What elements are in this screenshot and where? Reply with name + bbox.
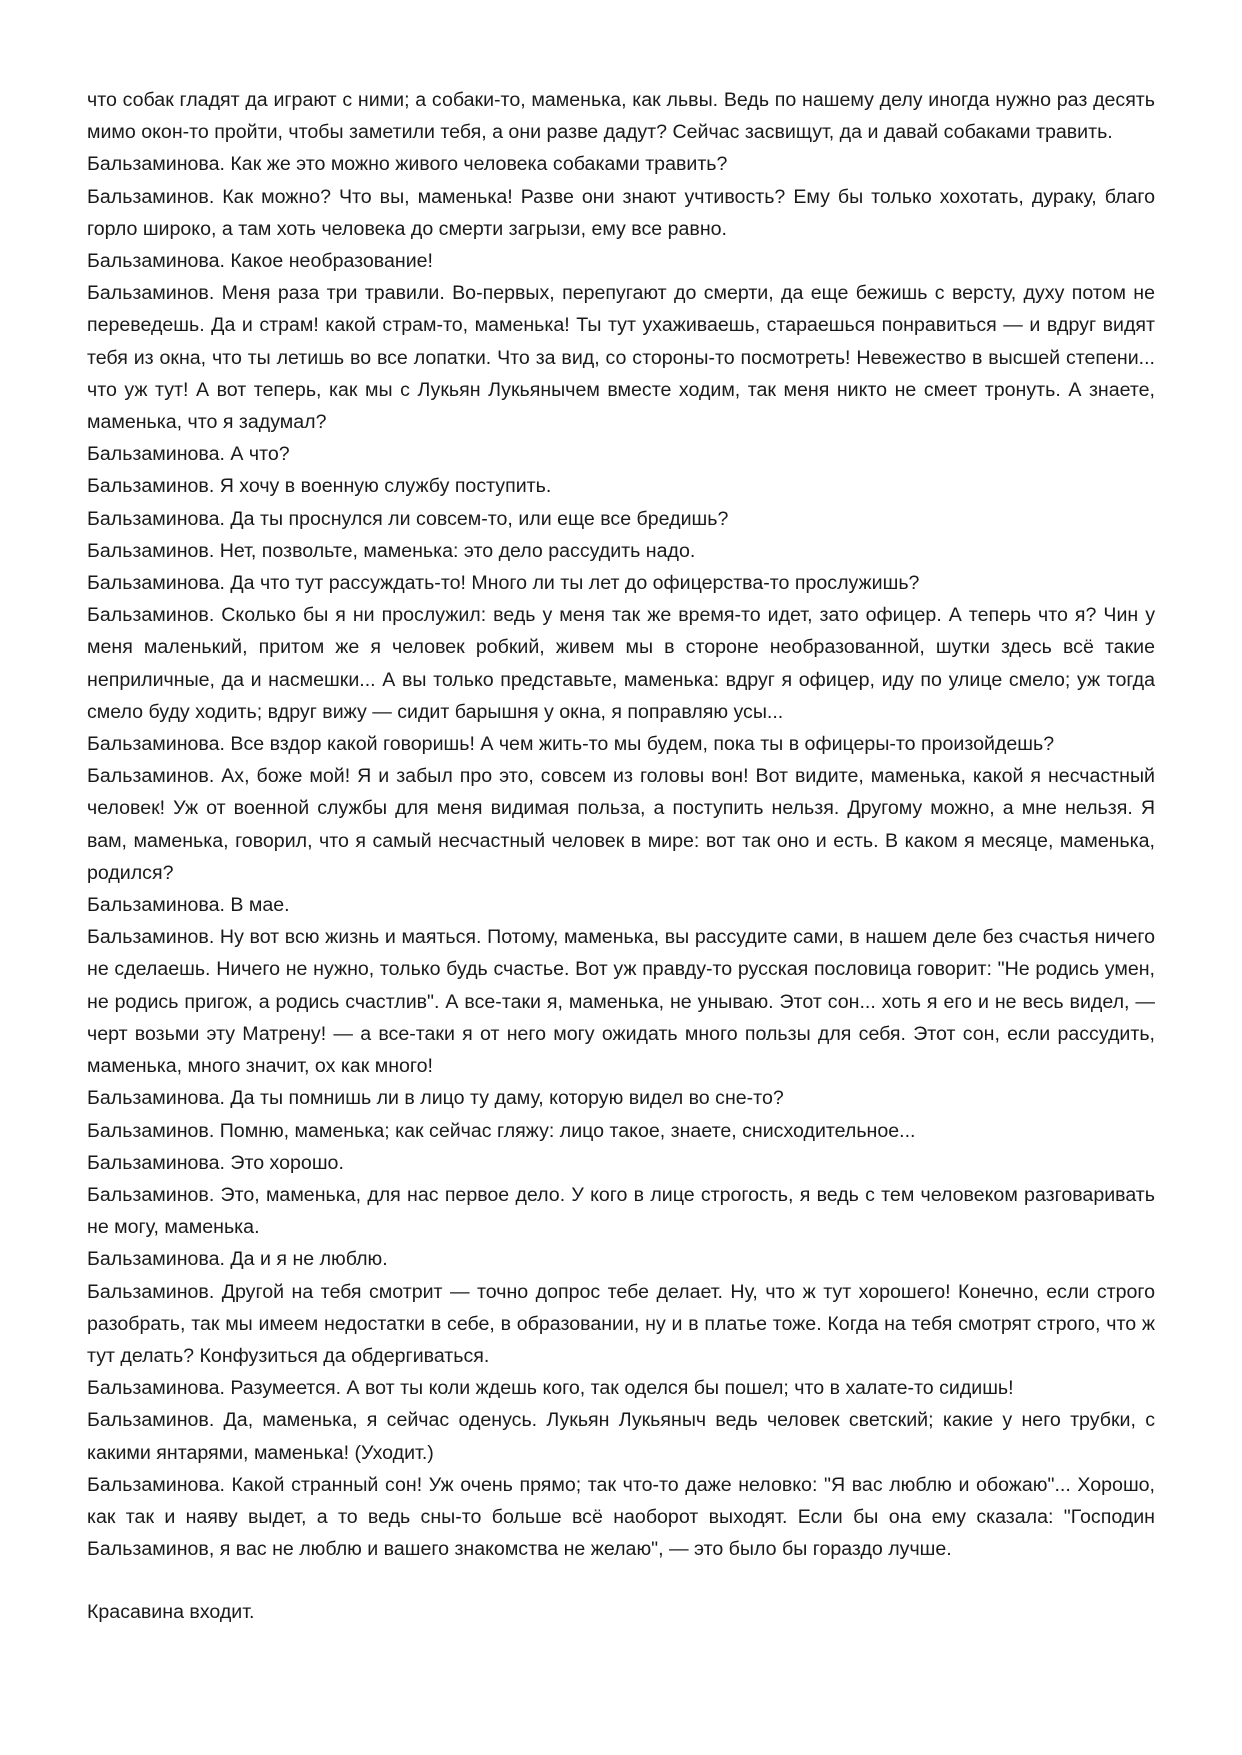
document-page	[87, 84, 1155, 1629]
dialogue-line: Бальзаминова. Как же это можно живого человека собаками травить?	[87, 153, 728, 176]
dialogue-line: Бальзаминов. Сколько бы я ни прослужил: ведь у меня так же время-то идет, зато офицер. А теперь что я? Чин у меня маленький, притом же я человек робкий, живем мы в стороне необразованной, шутки здесь всё такие неприличные, да и насмешки... А вы только представьте, маменька: вдруг я офицер, иду по улице смело; уж тогда смело буду ходить; вдруг вижу — сидит барышня у окна, я поправляю усы...	[87, 604, 1155, 723]
dialogue-line: Бальзаминова. Да что тут рассуждать-то! Много ли ты лет до офицерства-то прослужишь?	[87, 572, 920, 595]
dialogue-line: Бальзаминова. Какой странный сон! Уж очень прямо; так что-то даже неловко: "Я вас люблю и обожаю"... Хорошо, как так и наяву выдет, а то ведь сны-то больше всё наоборот выходят. Если бы она ему сказала: "Господин Бальзаминов, я вас не люблю и вашего знакомства не желаю", — это было бы гораздо лучше.	[87, 1473, 1155, 1561]
dialogue-line: Бальзаминов. Другой на тебя смотрит — точно допрос тебе делает. Ну, что ж тут хорошего! Конечно, если строго разобрать, так мы имеем недостатки в себе, в образовании, ну и в платье тоже. Когда на тебя смотрят строго, что ж тут делать? Конфузиться да обдергиваться.	[87, 1280, 1155, 1367]
dialogue-line: Бальзаминова. Да ты помнишь ли в лицо ту даму, которую видел во сне-то?	[87, 1087, 784, 1110]
dialogue-line: Бальзаминов. Да, маменька, я сейчас оденусь. Лукьян Лукьяныч ведь человек светский; какие у него трубки, с какими янтарями, маменька! (Уходит.)	[87, 1409, 1155, 1464]
dialogue-line: Бальзаминов. Помню, маменька; как сейчас гляжу: лицо такое, знаете, снисходительное...	[87, 1119, 916, 1142]
dialogue-line: Бальзаминов. Как можно? Что вы, маменька! Разве они знают учтивость? Ему бы только хохотать, дураку, благо горло широко, а там хоть человека до смерти загрызи, ему все равно.	[87, 185, 1155, 240]
dialogue-line: Бальзаминова. Да ты проснулся ли совсем-то, или еще все бредишь?	[87, 507, 729, 530]
dialogue-line: Бальзаминова. Это хорошо.	[87, 1151, 344, 1174]
paragraph-continuation: что собак гладят да играют с ними; а собаки-то, маменька, как львы. Ведь по нашему делу иногда нужно раз десять мимо окон-то пройти, чтобы заметили тебя, а они разве дадут? Сейчас засвищут, да и давай собаками травить.	[87, 89, 1155, 144]
dialogue-line: Бальзаминова. Разумеется. А вот ты коли ждешь кого, так оделся бы пошел; что в халате-то сидишь!	[87, 1377, 1014, 1400]
dialogue-line: Бальзаминов. Меня раза три травили. Во-первых, перепугают до смерти, да еще бежишь с версту, духу потом не переведешь. Да и страм! какой страм-то, маменька! Ты тут ухаживаешь, стараешься понравиться — и вдруг видят тебя из окна, что ты летишь во все лопатки. Что за вид, со стороны-то посмотреть! Невежество в высшей степени... что уж тут! А вот теперь, как мы с Лукьян Лукьянычем вместе ходим, так меня никто не смеет тронуть. А знаете, маменька, что я задумал?	[87, 282, 1155, 434]
dialogue-line: Бальзаминова. Да и я не люблю.	[87, 1248, 388, 1271]
dialogue-line: Бальзаминов. Ах, боже мой! Я и забыл про это, совсем из головы вон! Вот видите, маменька, какой я несчастный человек! Уж от военной службы для меня видимая польза, а поступить нельзя. Другому можно, а мне нельзя. Я вам, маменька, говорил, что я самый несчастный человек в мире: вот так оно и есть. В каком я месяце, маменька, родился?	[87, 765, 1155, 884]
dialogue-line: Бальзаминова. Все вздор какой говоришь! А чем жить-то мы будем, пока ты в офицеры-то произойдешь?	[87, 733, 1055, 756]
dialogue-line: Бальзаминова. В мае.	[87, 894, 290, 917]
dialogue-line: Бальзаминова. А что?	[87, 443, 290, 466]
stage-direction: Красавина входит.	[87, 1601, 255, 1624]
dialogue-line: Бальзаминова. Какое необразование!	[87, 250, 433, 273]
dialogue-line: Бальзаминов. Это, маменька, для нас первое дело. У кого в лице строгость, я ведь с тем человеком разговаривать не могу, маменька.	[87, 1183, 1155, 1239]
dialogue-line: Бальзаминов. Нет, позвольте, маменька: это дело рассудить надо.	[87, 539, 696, 562]
dialogue-line: Бальзаминов. Я хочу в военную службу поступить.	[87, 475, 552, 498]
spacer	[87, 1565, 1155, 1596]
dialogue-line: Бальзаминов. Ну вот всю жизнь и маяться. Потому, маменька, вы рассудите сами, в нашем деле без счастья ничего не сделаешь. Ничего не нужно, только будь счастье. Вот уж правду-то русская пословица говорит: "Не родись умен, не родись пригож, а родись счастлив". А все-таки я, маменька, не унываю. Этот сон... хоть я его и не весь видел, — черт возьми эту Матрену! — а все-таки я от него могу ожидать много пользы для себя. Этот сон, если рассудить, маменька, много значит, ох как много!	[87, 926, 1155, 1078]
